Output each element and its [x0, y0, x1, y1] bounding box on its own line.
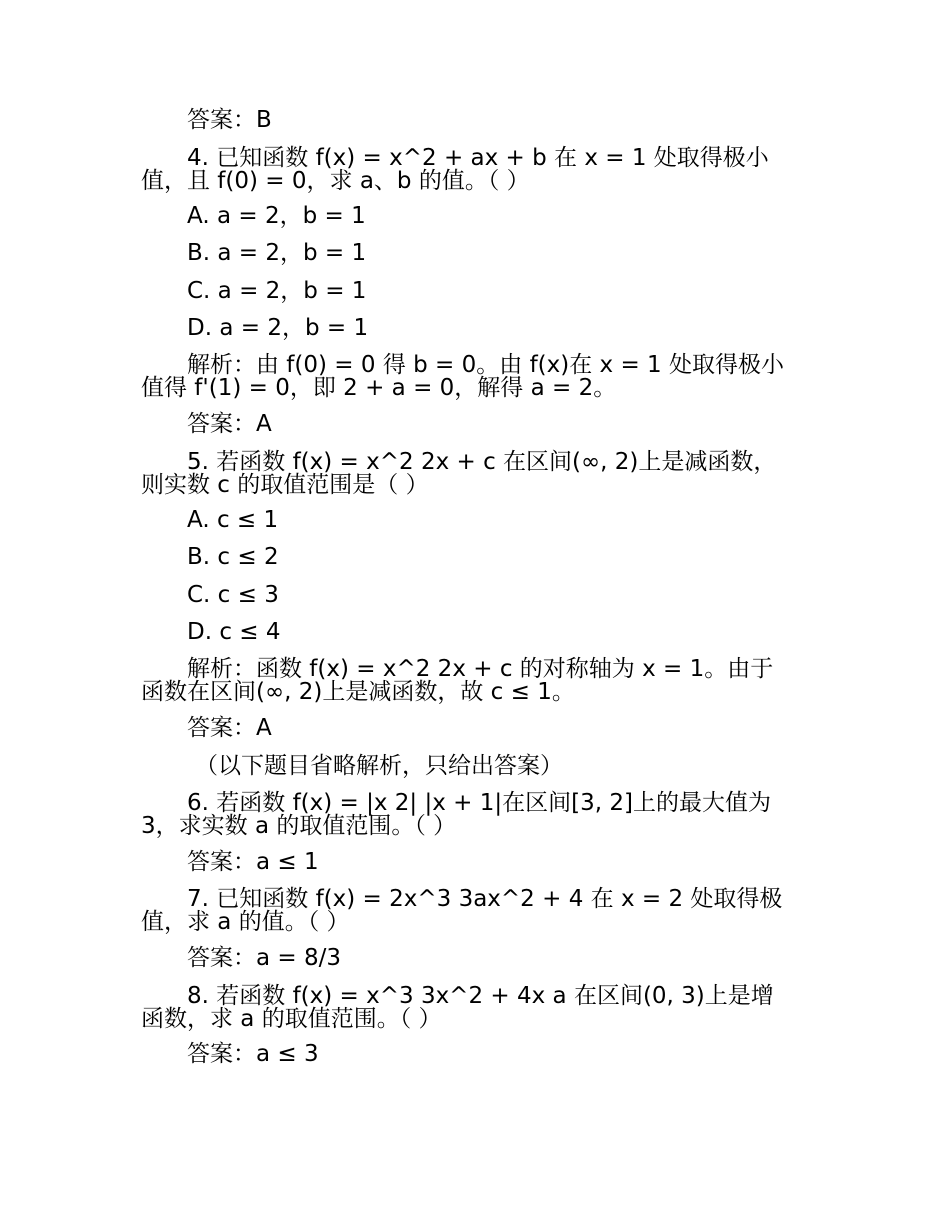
question-8-line-2: 函数，求 a 的取值范围。（ ） [141, 1006, 442, 1032]
question-4-analysis-line-2: 值得 f'(1) = 0，即 2 + a = 0，解得 a = 2。 [141, 375, 617, 401]
omitted-analysis-note: （以下题目省略解析，只给出答案） [195, 753, 563, 779]
question-4-line-1: 4. 已知函数 f(x) = x^2 + ax + b 在 x = 1 处取得极小 [187, 145, 769, 171]
question-8-line-1: 8. 若函数 f(x) = x^3 3x^2 + 4x a 在区间(0, 3)上是增 [187, 983, 774, 1009]
question-4-answer: 答案：A [187, 411, 272, 437]
question-8-answer: 答案：a ≤ 3 [187, 1041, 319, 1067]
question-5-analysis-line-1: 解析：函数 f(x) = x^2 2x + c 的对称轴为 x = 1。由于 [187, 656, 774, 682]
question-5-analysis-line-2: 函数在区间(∞, 2)上是减函数，故 c ≤ 1。 [141, 679, 575, 705]
question-5-line-1: 5. 若函数 f(x) = x^2 2x + c 在区间(∞, 2)上是减函数， [187, 449, 777, 475]
question-4-option-d: D. a = 2，b = 1 [187, 315, 369, 341]
question-6-line-2: 3，求实数 a 的取值范围。（ ） [141, 813, 457, 839]
question-5-option-d: D. c ≤ 4 [187, 619, 281, 645]
question-4-analysis-line-1: 解析：由 f(0) = 0 得 b = 0。由 f(x)在 x = 1 处取得极小 [187, 352, 784, 378]
question-5-option-c: C. c ≤ 3 [187, 582, 279, 608]
question-5-option-a: A. c ≤ 1 [187, 507, 279, 533]
question-5-option-b: B. c ≤ 2 [187, 544, 279, 570]
question-4-option-c: C. a = 2，b = 1 [187, 278, 367, 304]
question-7-line-1: 7. 已知函数 f(x) = 2x^3 3ax^2 + 4 在 x = 2 处取得极 [187, 886, 783, 912]
question-5-line-2: 则实数 c 的取值范围是（ ） [141, 472, 429, 498]
question-6-line-1: 6. 若函数 f(x) = |x 2| |x + 1|在区间[3, 2]上的最大值为 [187, 790, 771, 816]
question-5-answer: 答案：A [187, 715, 272, 741]
answer-q3: 答案：B [187, 107, 272, 133]
question-4-line-2: 值，且 f(0) = 0，求 a、b 的值。（ ） [141, 168, 530, 194]
question-4-option-b: B. a = 2，b = 1 [187, 240, 367, 266]
question-7-line-2: 值，求 a 的值。（ ） [141, 909, 350, 935]
question-4-option-a: A. a = 2，b = 1 [187, 203, 366, 229]
question-7-answer: 答案：a = 8/3 [187, 945, 342, 971]
question-6-answer: 答案：a ≤ 1 [187, 849, 319, 875]
